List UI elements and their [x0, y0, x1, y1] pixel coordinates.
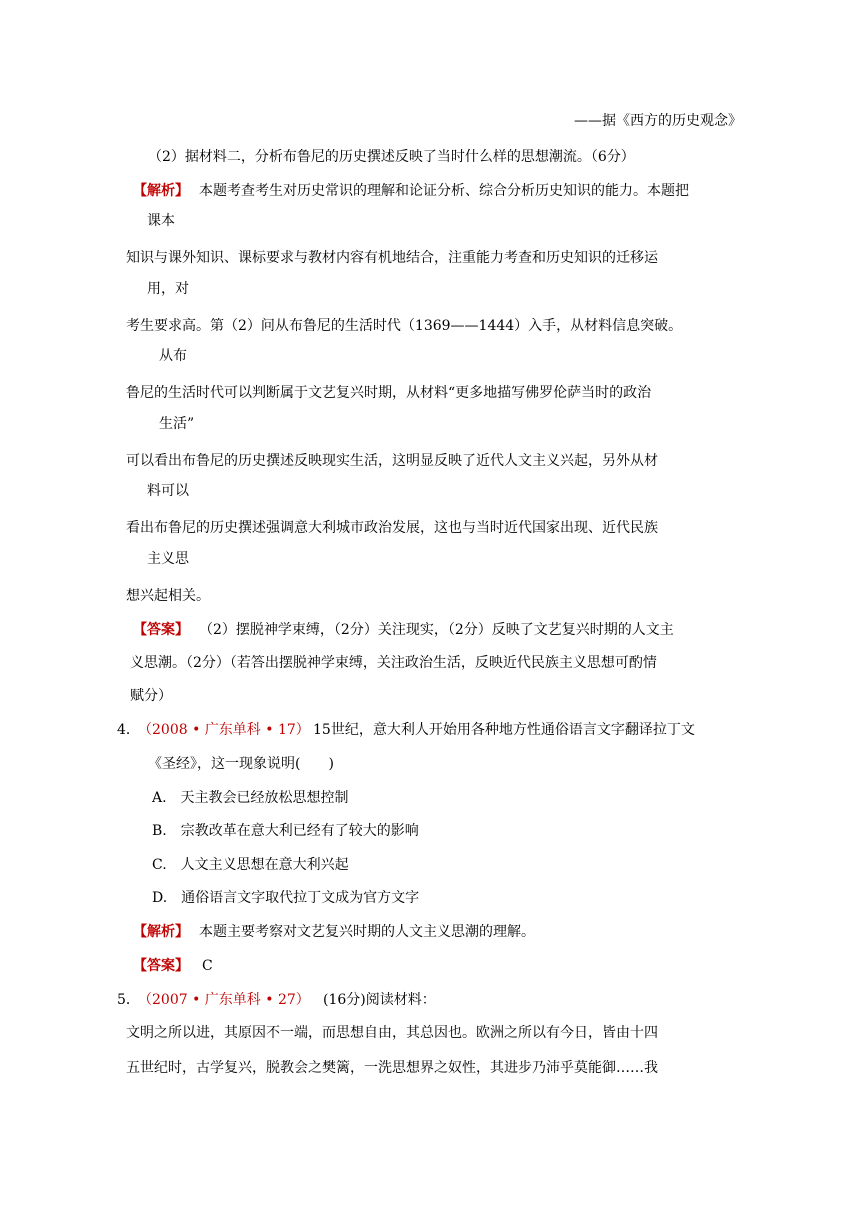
- answer-line: （2）摆脱神学束缚，（2分）关注现实，（2分）反映了文艺复兴时期的人文主: [199, 622, 674, 638]
- source-attribution: ——据《西方的历史观念》: [574, 113, 742, 129]
- analysis-line: 从布: [159, 348, 187, 364]
- analysis-text: 本题主要考察对文艺复兴时期的人文主义思潮的理解。: [199, 924, 535, 940]
- analysis-line: 看出布鲁尼的历史撰述强调意大利城市政治发展，这也与当时近代国家出现、近代民族: [126, 520, 658, 536]
- analysis-line: 生活”: [159, 416, 195, 432]
- question-stem: 15世纪，意大利人开始用各种地方性通俗语言文字翻译拉丁文: [313, 722, 695, 738]
- question-source: （2007 • 广东单科 • 27）: [138, 992, 310, 1008]
- analysis-line: 主义思: [147, 551, 189, 567]
- analysis-line: 本题考查考生对历史常识的理解和论证分析、综合分析历史知识的能力。本题把: [199, 183, 689, 199]
- option-d: D. 通俗语言文字取代拉丁文成为官方文字: [152, 890, 420, 906]
- analysis-line: 料可以: [147, 483, 189, 499]
- answer-line: 义思潮。（2分）（若答出摆脱神学束缚，关注政治生活，反映近代民族主义思想可酌情: [130, 655, 657, 671]
- analysis-line: 考生要求高。第（2）问从布鲁尼的生活时代（1369——1444）入手，从材料信息突破。: [126, 318, 683, 334]
- question-number: 5．: [117, 992, 140, 1008]
- analysis-line: 知识与课外知识、课标要求与教材内容有机地结合，注重能力考查和历史知识的迁移运: [126, 250, 658, 266]
- answer-tag: 【答案】: [133, 622, 189, 638]
- question-stem: 《圣经》，这一现象说明( ): [148, 756, 334, 772]
- question-source: （2008 • 广东单科 • 17）: [138, 722, 310, 738]
- answer-line: 赋分）: [130, 688, 172, 704]
- analysis-line: 可以看出布鲁尼的历史撰述反映现实生活，这明显反映了近代人文主义兴起，另外从材: [126, 453, 658, 469]
- question-stem: (16分)阅读材料：: [323, 992, 436, 1008]
- option-b: B. 宗教改革在意大利已经有了较大的影响: [152, 823, 419, 839]
- analysis-line: 用，对: [147, 281, 189, 297]
- analysis-line: 课本: [147, 213, 175, 229]
- option-a: A. 天主教会已经放松思想控制: [152, 790, 349, 806]
- answer-text: C: [202, 958, 213, 974]
- analysis-tag: 【解析】: [133, 183, 189, 199]
- analysis-line: 鲁尼的生活时代可以判断属于文艺复兴时期，从材料“更多地描写佛罗伦萨当时的政治: [126, 385, 652, 401]
- question-2-prompt: （2）据材料二，分析布鲁尼的历史撰述反映了当时什么样的思想潮流。（6分）: [148, 149, 635, 165]
- material-line: 文明之所以进，其原因不一端，而思想自由，其总因也。欧洲之所以有今日，皆由十四: [126, 1025, 658, 1041]
- analysis-tag: 【解析】: [133, 924, 189, 940]
- material-line: 五世纪时，古学复兴，脱教会之樊篱，一洗思想界之奴性，其进步乃沛乎莫能御……我: [126, 1060, 658, 1076]
- option-c: C. 人文主义思想在意大利兴起: [152, 857, 349, 873]
- answer-tag: 【答案】: [133, 958, 189, 974]
- analysis-line: 想兴起相关。: [126, 588, 210, 604]
- question-number: 4．: [117, 722, 140, 738]
